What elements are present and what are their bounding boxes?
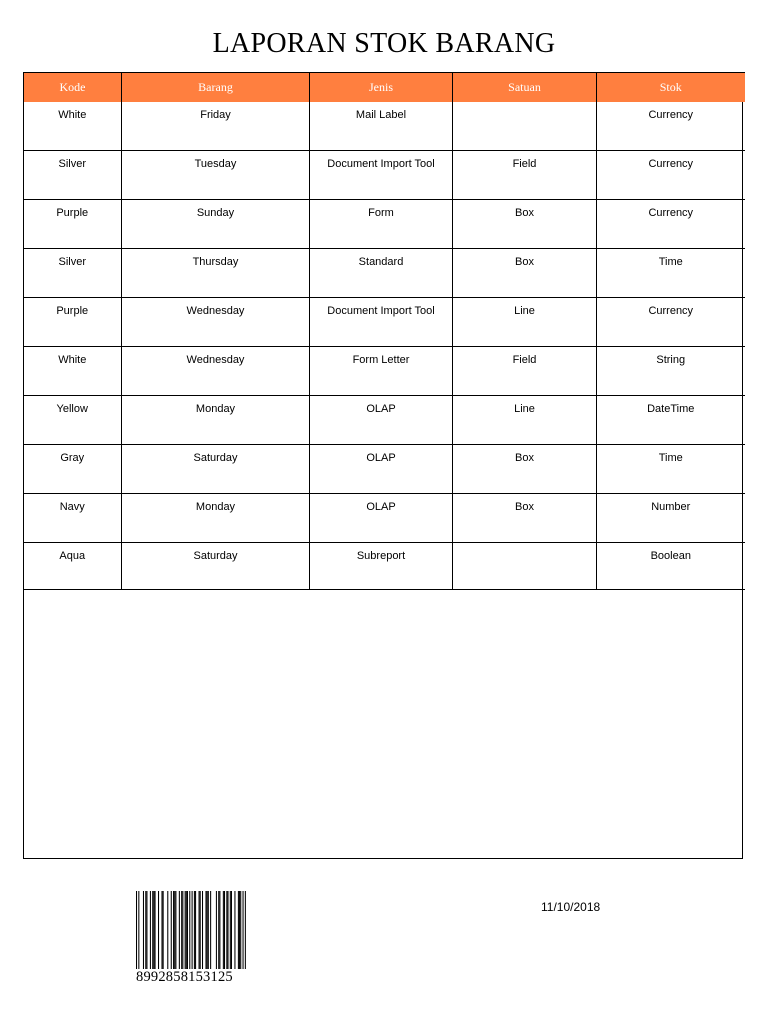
cell-satuan: Line: [453, 298, 597, 347]
barcode-bar: [138, 891, 139, 969]
table-row: [24, 102, 745, 151]
barcode: [136, 889, 246, 989]
cell-barang: Sunday: [122, 200, 310, 249]
barcode-bar: [210, 891, 211, 969]
barcode-bar: [175, 891, 176, 969]
cell-jenis: OLAP: [310, 396, 453, 445]
cell-jenis: Subreport: [310, 543, 453, 590]
barcode-bar: [227, 891, 228, 969]
cell-kode: Yellow: [24, 396, 122, 445]
cell-jenis: Document Import Tool: [310, 151, 453, 200]
column-header-stok: Stok: [597, 73, 745, 103]
barcode-bar: [226, 891, 227, 969]
cell-stok: Time: [597, 249, 745, 298]
cell-jenis: OLAP: [310, 445, 453, 494]
barcode-bar: [182, 891, 183, 969]
table-body: [24, 102, 745, 590]
column-header-kode: Kode: [24, 73, 122, 103]
barcode-bar: [199, 891, 200, 969]
cell-barang: Friday: [122, 102, 310, 151]
table-row: [24, 200, 745, 249]
barcode-bar: [208, 891, 209, 969]
cell-kode: Purple: [24, 298, 122, 347]
cell-satuan: Box: [453, 445, 597, 494]
barcode-bar: [174, 891, 175, 969]
barcode-bar: [185, 891, 186, 969]
barcode-bar: [167, 891, 168, 969]
barcode-bar: [186, 891, 187, 969]
barcode-bar: [238, 891, 239, 969]
cell-kode: Gray: [24, 445, 122, 494]
table-row: [24, 543, 745, 590]
barcode-bar: [234, 891, 235, 969]
table-row: [24, 298, 745, 347]
barcode-bar: [243, 891, 244, 969]
cell-kode: Purple: [24, 200, 122, 249]
cell-stok: Currency: [597, 200, 745, 249]
barcode-bars: [136, 889, 246, 971]
cell-kode: Aqua: [24, 543, 122, 590]
barcode-bar: [216, 891, 217, 969]
barcode-bar: [239, 891, 240, 969]
cell-jenis: Standard: [310, 249, 453, 298]
cell-stok: Number: [597, 494, 745, 543]
cell-satuan: [453, 543, 597, 590]
cell-stok: Boolean: [597, 543, 745, 590]
cell-satuan: Field: [453, 151, 597, 200]
table-row: [24, 396, 745, 445]
table-header-row: [24, 73, 745, 103]
cell-stok: Currency: [597, 298, 745, 347]
cell-jenis: Form Letter: [310, 347, 453, 396]
cell-jenis: OLAP: [310, 494, 453, 543]
table-row: [24, 249, 745, 298]
cell-jenis: Mail Label: [310, 102, 453, 151]
cell-kode: Navy: [24, 494, 122, 543]
cell-barang: Monday: [122, 494, 310, 543]
barcode-number: 8992858153125: [136, 969, 233, 985]
barcode-bar: [192, 891, 193, 969]
cell-satuan: Box: [453, 249, 597, 298]
report-title: LAPORAN STOK BARANG: [212, 28, 556, 59]
cell-barang: Thursday: [122, 249, 310, 298]
barcode-bar: [179, 891, 180, 969]
table-row: [24, 445, 745, 494]
barcode-bar: [219, 891, 220, 969]
barcode-bar: [207, 891, 208, 969]
barcode-bar: [189, 891, 190, 969]
cell-stok: Currency: [597, 102, 745, 151]
cell-stok: Currency: [597, 151, 745, 200]
cell-satuan: Line: [453, 396, 597, 445]
table-row: [24, 494, 745, 543]
barcode-bar: [218, 891, 219, 969]
column-header-satuan: Satuan: [453, 73, 597, 103]
cell-satuan: Box: [453, 494, 597, 543]
barcode-bar: [161, 891, 162, 969]
barcode-bar: [158, 891, 159, 969]
barcode-bar: [163, 891, 164, 969]
barcode-bar: [230, 891, 231, 969]
report-date: 11/10/2018: [541, 900, 601, 914]
barcode-bar: [200, 891, 201, 969]
barcode-bar: [153, 891, 154, 969]
barcode-bar: [224, 891, 225, 969]
cell-stok: Time: [597, 445, 745, 494]
table-row: [24, 347, 745, 396]
column-header-barang: Barang: [122, 73, 310, 103]
barcode-bar: [146, 891, 147, 969]
cell-satuan: [453, 102, 597, 151]
barcode-bar: [187, 891, 188, 969]
cell-barang: Monday: [122, 396, 310, 445]
barcode-bar: [150, 891, 151, 969]
barcode-bar: [202, 891, 203, 969]
cell-barang: Tuesday: [122, 151, 310, 200]
cell-barang: Wednesday: [122, 298, 310, 347]
column-header-jenis: Jenis: [310, 73, 453, 103]
cell-kode: White: [24, 102, 122, 151]
barcode-bar: [155, 891, 156, 969]
cell-kode: Silver: [24, 249, 122, 298]
barcode-bar: [223, 891, 224, 969]
cell-stok: String: [597, 347, 745, 396]
cell-barang: Saturday: [122, 543, 310, 590]
cell-jenis: Document Import Tool: [310, 298, 453, 347]
barcode-bar: [145, 891, 146, 969]
cell-kode: Silver: [24, 151, 122, 200]
cell-stok: DateTime: [597, 396, 745, 445]
barcode-bar: [195, 891, 196, 969]
barcode-bar: [231, 891, 232, 969]
cell-satuan: Field: [453, 347, 597, 396]
cell-barang: Wednesday: [122, 347, 310, 396]
cell-barang: Saturday: [122, 445, 310, 494]
barcode-bar: [136, 891, 137, 969]
cell-satuan: Box: [453, 200, 597, 249]
barcode-bar: [171, 891, 172, 969]
table-row: [24, 151, 745, 200]
barcode-bar: [240, 891, 241, 969]
barcode-bar: [245, 891, 246, 969]
barcode-bar: [143, 891, 144, 969]
barcode-bar: [152, 891, 153, 969]
cell-kode: White: [24, 347, 122, 396]
barcode-bar: [205, 891, 206, 969]
barcode-bar: [194, 891, 195, 969]
cell-jenis: Form: [310, 200, 453, 249]
barcode-bar: [181, 891, 182, 969]
stock-table: [23, 72, 745, 590]
barcode-bar: [173, 891, 174, 969]
